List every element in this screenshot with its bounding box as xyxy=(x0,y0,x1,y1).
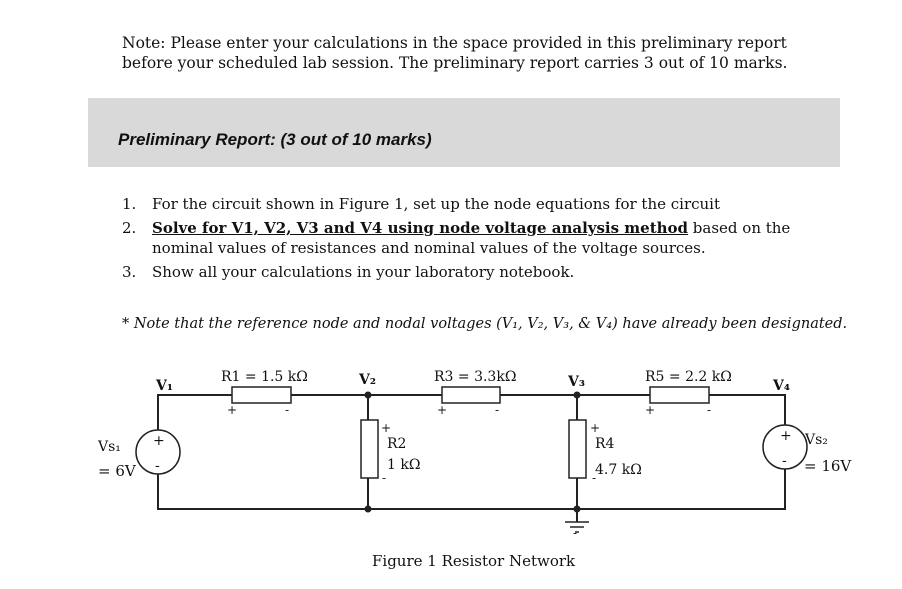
polarity-plus: + xyxy=(381,421,392,435)
resistor-r4 xyxy=(569,420,586,478)
polarity-minus: - xyxy=(573,526,578,540)
item-text-rest: based on the nominal values of resistances and nominal values of the voltage sources. xyxy=(152,219,791,257)
resistor-r3 xyxy=(442,387,500,403)
vs2-value: = 16V xyxy=(804,457,852,475)
node-label-v3: V₃ xyxy=(568,374,585,390)
lab-note: Note: Please enter your calculations in the space provided in this preliminary report before your scheduled lab session. The preliminary report carries 3 out of 10 marks. xyxy=(122,34,788,72)
r2-name: R2 xyxy=(387,436,407,452)
r1-label: R1 = 1.5 kΩ xyxy=(221,369,308,385)
report-title: Preliminary Report: (3 out of 10 marks) xyxy=(118,130,432,149)
vs2-name: Vs₂ xyxy=(805,432,828,448)
vs1-value: = 6V xyxy=(98,462,136,480)
figure-caption: Figure 1 Resistor Network xyxy=(372,552,576,570)
node-dot xyxy=(365,392,372,399)
polarity-minus: - xyxy=(155,458,160,474)
polarity-minus: - xyxy=(285,403,290,417)
node-dot xyxy=(365,506,372,513)
polarity-plus: + xyxy=(437,403,448,417)
polarity-minus: - xyxy=(782,453,787,469)
node-dot xyxy=(574,506,581,513)
polarity-minus: - xyxy=(382,471,387,485)
r4-value: 4.7 kΩ xyxy=(595,462,642,478)
r5-label: R5 = 2.2 kΩ xyxy=(645,369,732,385)
node-label-v4: V₄ xyxy=(773,378,790,394)
resistor-r2 xyxy=(361,420,378,478)
node-label-v1: V₁ xyxy=(156,378,173,394)
resistor-r1 xyxy=(232,387,291,403)
polarity-plus: + xyxy=(227,403,238,417)
node-dot xyxy=(574,392,581,399)
polarity-minus: - xyxy=(592,471,597,485)
r3-label: R3 = 3.3kΩ xyxy=(434,369,517,385)
polarity-plus: + xyxy=(153,433,165,449)
polarity-minus: - xyxy=(707,403,712,417)
node-label-v2: V₂ xyxy=(359,372,376,388)
item-text: Show all your calculations in your laboratory notebook. xyxy=(152,263,575,281)
reference-remark: * Note that the reference node and nodal voltages (V₁, V₂, V₃, & V₄) have already been designated. xyxy=(122,316,848,332)
polarity-plus: + xyxy=(645,403,656,417)
polarity-minus: - xyxy=(495,403,500,417)
item-number: 3. xyxy=(122,263,137,281)
wires xyxy=(158,395,785,522)
r4-name: R4 xyxy=(595,436,615,452)
resistor-r5 xyxy=(650,387,709,403)
polarity-plus: + xyxy=(590,421,601,435)
item-number: 2. xyxy=(122,219,137,237)
polarity-plus: + xyxy=(780,428,792,444)
vs1-name: Vs₁ xyxy=(98,439,121,455)
item-text: For the circuit shown in Figure 1, set up the node equations for the circuit xyxy=(152,195,721,213)
item-number: 1. xyxy=(122,195,137,213)
item-emphasis: Solve for V1, V2, V3 and V4 using node voltage analysis method xyxy=(152,219,689,237)
r2-value: 1 kΩ xyxy=(387,457,421,473)
